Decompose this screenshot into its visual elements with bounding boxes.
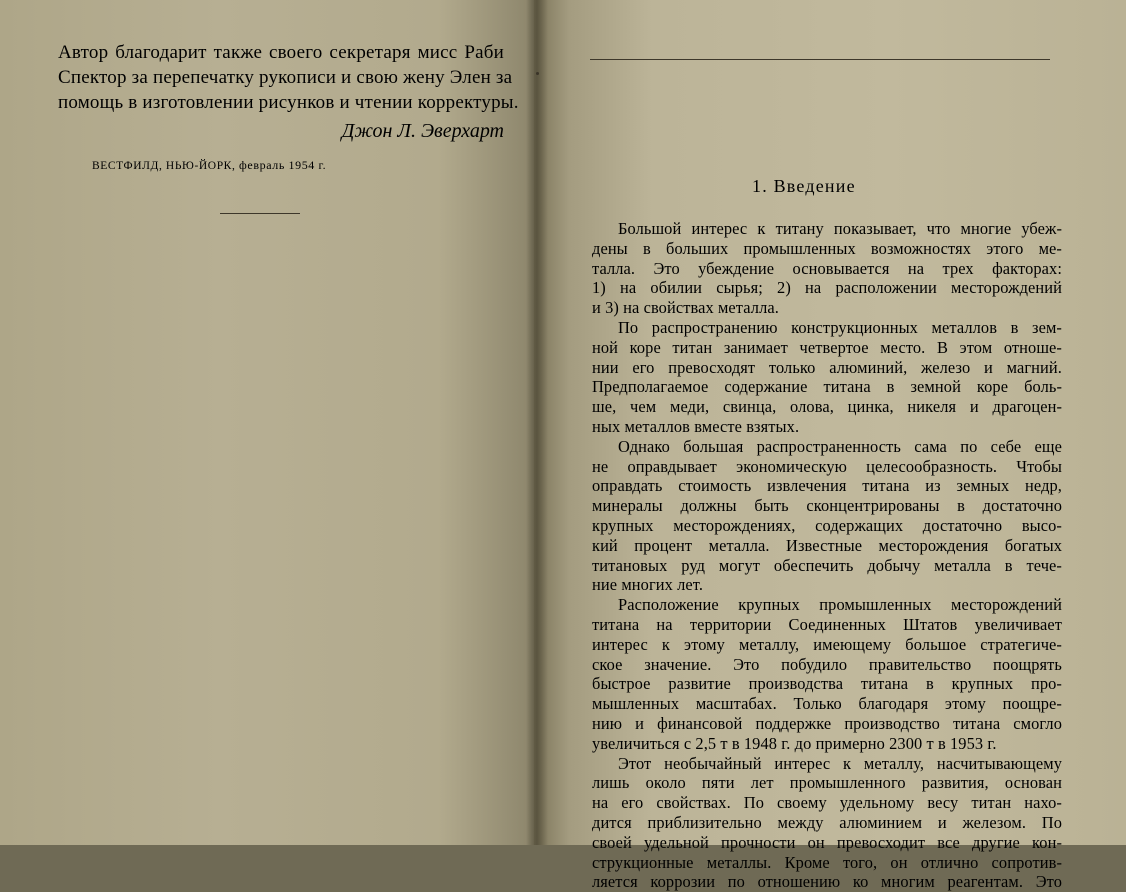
paragraph-line: Этот необычайный интерес к металлу, насчитывающему <box>618 753 1062 773</box>
paragraph-line: титана на территории Соединенных Штатов увеличивает <box>592 614 1062 634</box>
paragraph-line: ной коре титан занимает четвертое место. В этом отноше- <box>592 337 1062 357</box>
chapter-body <box>592 219 1062 892</box>
paragraph-line: По распространению конструкционных металлов в зем- <box>618 317 1062 337</box>
acknowledgement-text <box>58 40 519 115</box>
acknowledgement-line: Спектор за перепечатку рукописи и свою жену Элен за <box>58 67 513 88</box>
place-and-date <box>92 158 326 173</box>
paragraph-line: нии его превосходят только алюминий, железо и магний. <box>592 357 1062 377</box>
acknowledgement-line: помощь в изготовлении рисунков и чтении корректуры. <box>58 92 519 113</box>
date-text: февраль 1954 г. <box>239 158 327 172</box>
book-gutter <box>526 0 548 845</box>
paragraph-line: талла. Это убеждение основывается на трех факторах: <box>592 258 1062 278</box>
paragraph-line: мышленных масштабах. Только благодаря этому поощре- <box>592 694 1062 714</box>
paragraph-line: ных металлов вместе взятых. <box>592 416 800 436</box>
author-signature: Джон Л. Эверхарт <box>341 120 504 142</box>
paragraph-line: не оправдывает экономическую целесообразность. Чтобы <box>592 456 1062 476</box>
paragraph-line: кий процент металла. Известные месторождения богатых <box>592 535 1062 555</box>
paragraph-line: ское значение. Это побудило правительство поощрять <box>592 654 1062 674</box>
paragraph-line: минералы должны быть сконцентрированы в достаточно <box>592 496 1062 516</box>
paragraph-line: струкционные металлы. Кроме того, он отлично сопротив- <box>592 852 1062 872</box>
paragraph-line: интерес к этому металлу, имеющему большое стратегиче- <box>592 634 1062 654</box>
header-rule <box>590 59 1050 60</box>
paragraph-line: ние многих лет. <box>592 575 704 595</box>
chapter-heading: 1. Введение <box>752 176 856 196</box>
paragraph-line: ляется коррозии по отношению ко многим реагентам. Это <box>592 872 1062 892</box>
paragraph-line: титановых руд могут обеспечить добычу металла в тече- <box>592 555 1062 575</box>
paragraph-line: дится приблизительно между алюминием и железом. По <box>592 812 1062 832</box>
paragraph-line: на его свойствах. По своему удельному весу титан нахо- <box>592 793 1062 813</box>
paragraph-line: нию и финансовой поддержке производство титана смогло <box>592 713 1062 733</box>
place-name: ВЕСТФИЛД, НЬЮ-ЙОРК, <box>92 160 236 172</box>
paragraph-line: 1) на обилии сырья; 2) на расположении месторождений <box>592 278 1062 298</box>
paragraph-line: оправдать стоимость извлечения титана из земных недр, <box>592 476 1062 496</box>
paragraph-line: дены в больших промышленных возможностях этого ме- <box>592 238 1062 258</box>
paragraph-line: ше, чем меди, свинца, олова, цинка, никеля и драгоцен- <box>592 397 1062 417</box>
paragraph-line: и 3) на свойствах металла. <box>592 298 779 318</box>
paragraph-line: Однако большая распространенность сама по себе еще <box>618 436 1062 456</box>
paragraph-line: увеличиться с 2,5 т в 1948 г. до примерно 2300 т в 1953 г. <box>592 733 997 753</box>
paragraph-line: Предполагаемое содержание титана в земной коре боль- <box>592 377 1062 397</box>
paragraph-line: крупных месторождениях, содержащих достаточно высо- <box>592 515 1062 535</box>
paragraph-line: лишь около пяти лет промышленного развития, основан <box>592 773 1062 793</box>
paragraph-line: Большой интерес к титану показывает, что многие убеж- <box>618 219 1062 238</box>
paragraph-line: быстрое развитие производства титана в крупных про- <box>592 674 1062 694</box>
paragraph-line: Расположение крупных промышленных месторождений <box>618 595 1062 615</box>
acknowledgement-line: Автор благодарит также своего секретаря мисс Раби <box>58 42 504 63</box>
left-page-divider <box>220 213 300 214</box>
print-mark <box>536 72 539 75</box>
paragraph-line: своей удельной прочности он превосходит все другие кон- <box>592 832 1062 852</box>
